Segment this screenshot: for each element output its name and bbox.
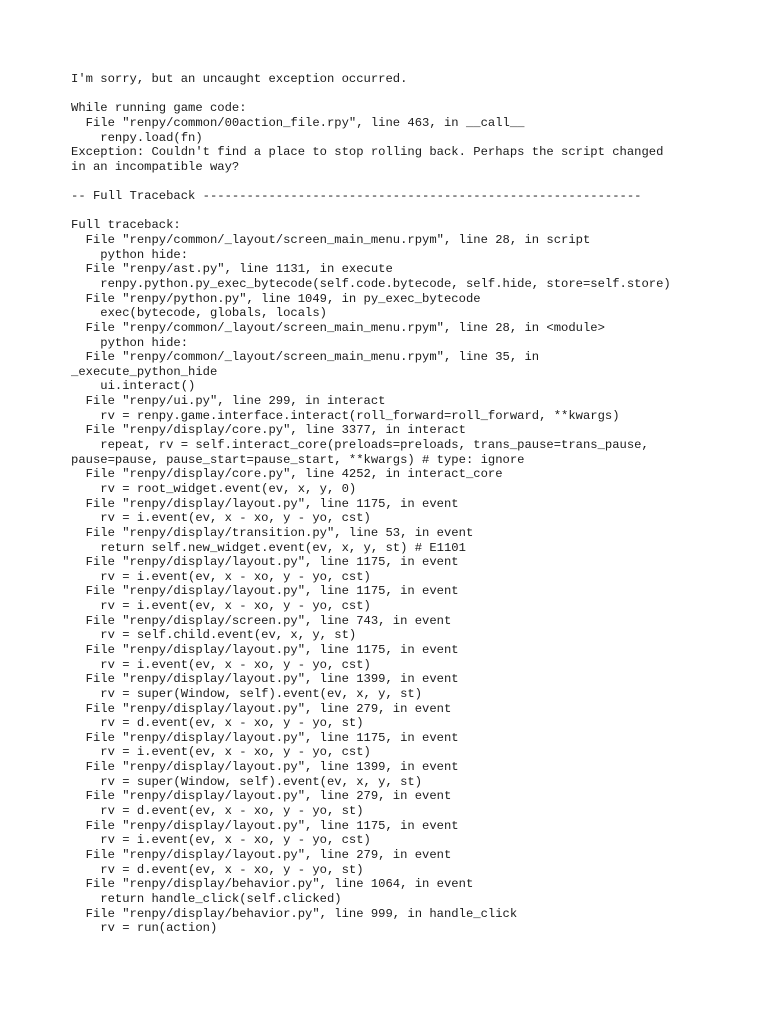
traceback-line: rv = i.event(ev, x - xo, y - yo, cst) [71, 569, 371, 584]
traceback-line: return self.new_widget.event(ev, x, y, st) # E1101 [71, 540, 466, 555]
traceback-line: rv = renpy.game.interface.interact(roll_forward=roll_forward, **kwargs) [71, 408, 620, 423]
traceback-line: pause=pause, pause_start=pause_start, **kwargs) # type: ignore [71, 452, 525, 467]
traceback-line: File "renpy/ui.py", line 299, in interact [71, 394, 386, 409]
traceback-line: File "renpy/display/core.py", line 3377, in interact [71, 423, 466, 438]
traceback-line: File "renpy/display/behavior.py", line 1064, in event [71, 877, 474, 892]
traceback-line: While running game code: [71, 101, 247, 116]
traceback-line: File "renpy/common/_layout/screen_main_menu.rpym", line 28, in script [71, 233, 591, 248]
traceback-line: exec(bytecode, globals, locals) [71, 306, 327, 321]
traceback-line: return handle_click(self.clicked) [71, 891, 342, 906]
traceback-line: File "renpy/python.py", line 1049, in py_exec_bytecode [71, 291, 481, 306]
traceback-line: python hide: [71, 247, 189, 262]
traceback-line: File "renpy/common/_layout/screen_main_menu.rpym", line 28, in <module> [71, 320, 605, 335]
traceback-line: File "renpy/display/layout.py", line 1175, in event [71, 496, 459, 511]
traceback-line: rv = super(Window, self).event(ev, x, y, st) [71, 686, 423, 701]
traceback-line: renpy.python.py_exec_bytecode(self.code.bytecode, self.hide, store=self.store) [71, 276, 671, 291]
traceback-line: rv = run(action) [71, 921, 218, 936]
traceback-line: File "renpy/display/layout.py", line 1399, in event [71, 672, 459, 687]
traceback-line: repeat, rv = self.interact_core(preloads=preloads, trans_pause=trans_pause, [71, 438, 649, 453]
traceback-line: rv = root_widget.event(ev, x, y, 0) [71, 481, 357, 496]
traceback-line: File "renpy/display/screen.py", line 743, in event [71, 613, 452, 628]
traceback-line: File "renpy/display/layout.py", line 279, in event [71, 789, 452, 804]
traceback-line: in an incompatible way? [71, 159, 240, 174]
traceback-line: Full traceback: [71, 218, 181, 233]
traceback-line: rv = super(Window, self).event(ev, x, y, st) [71, 774, 423, 789]
traceback-line: File "renpy/display/layout.py", line 1175, in event [71, 642, 459, 657]
traceback-line: File "renpy/display/layout.py", line 1175, in event [71, 730, 459, 745]
traceback-line: python hide: [71, 335, 189, 350]
traceback-line: rv = i.event(ev, x - xo, y - yo, cst) [71, 745, 371, 760]
traceback-line: renpy.load(fn) [71, 130, 203, 145]
traceback-line: _execute_python_hide [71, 364, 218, 379]
traceback-line: File "renpy/display/behavior.py", line 999, in handle_click [71, 906, 518, 921]
blank-line [71, 87, 671, 102]
exception-message: Exception: Couldn't find a place to stop rolling back. Perhaps the script changed [71, 145, 664, 160]
traceback-line: rv = self.child.event(ev, x, y, st) [71, 628, 357, 643]
traceback-line: File "renpy/display/layout.py", line 1175, in event [71, 584, 459, 599]
blank-line [71, 204, 671, 219]
traceback-line: rv = i.event(ev, x - xo, y - yo, cst) [71, 833, 371, 848]
traceback-line: File "renpy/display/layout.py", line 279, in event [71, 701, 452, 716]
traceback-line: File "renpy/common/00action_file.rpy", line 463, in __call__ [71, 115, 525, 130]
traceback-line: rv = i.event(ev, x - xo, y - yo, cst) [71, 511, 371, 526]
traceback-line: rv = d.event(ev, x - xo, y - yo, st) [71, 862, 364, 877]
full-traceback-divider: -- Full Traceback ------------------------------------------------------------ [71, 189, 642, 204]
traceback-line: File "renpy/ast.py", line 1131, in execute [71, 262, 393, 277]
traceback-line: ui.interact() [71, 379, 196, 394]
traceback-line: rv = i.event(ev, x - xo, y - yo, cst) [71, 599, 371, 614]
traceback-line: File "renpy/display/layout.py", line 1175, in event [71, 555, 459, 570]
traceback-line: File "renpy/display/transition.py", line 53, in event [71, 525, 474, 540]
error-message: I'm sorry, but an uncaught exception occurred. [71, 72, 408, 86]
traceback-line: rv = d.event(ev, x - xo, y - yo, st) [71, 804, 364, 819]
traceback-text [71, 72, 671, 936]
traceback-line: File "renpy/display/layout.py", line 279, in event [71, 847, 452, 862]
traceback-line: File "renpy/display/layout.py", line 1399, in event [71, 760, 459, 775]
traceback-line: File "renpy/common/_layout/screen_main_menu.rpym", line 35, in [71, 350, 540, 365]
traceback-line: File "renpy/display/layout.py", line 1175, in event [71, 818, 459, 833]
traceback-line: File "renpy/display/core.py", line 4252, in interact_core [71, 467, 503, 482]
traceback-line: rv = i.event(ev, x - xo, y - yo, cst) [71, 657, 371, 672]
blank-line [71, 174, 671, 189]
traceback-line: rv = d.event(ev, x - xo, y - yo, st) [71, 716, 364, 731]
